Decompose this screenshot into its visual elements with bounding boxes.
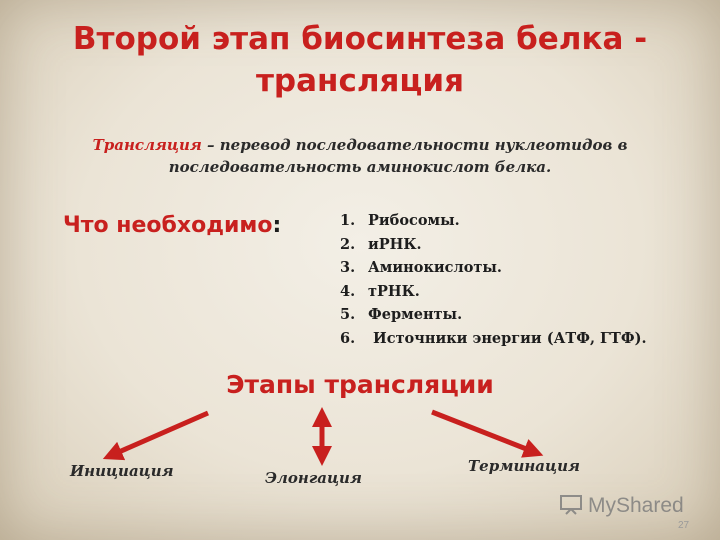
list-item-number: 1. [340,212,356,229]
list-item-number: 2. [340,235,356,253]
definition-term: Трансляция [92,136,202,154]
watermark-text: MyShared [588,494,684,517]
list-item-label: Рибосомы. [368,212,460,229]
arrow-to-initiation [112,413,208,455]
stage-initiation: Инициация [70,462,174,480]
page-number: 27 [678,520,690,531]
list-item-number: 3. [340,259,356,277]
list-item-label: тРНК. [368,282,420,300]
list-item-label: Аминокислоты. [368,259,502,277]
definition-text: – перевод последовательности нуклеотидов в последовательность аминокислот белка. [168,136,628,176]
list-item-label: Ферменты. [368,306,463,324]
list-item-number: 6. [340,329,356,347]
presentation-icon [560,495,582,515]
list-item-number: 5. [340,306,356,324]
stage-elongation: Элонгация [265,469,362,487]
watermark [560,494,684,518]
stage-termination: Терминация [468,457,580,475]
list-item-label: Источники энергии (АТФ, ГТФ). [368,329,647,347]
list-item-number: 4. [340,282,356,300]
list-item-label: иРНК. [368,235,422,253]
needed-heading-lead: Что необходимо [63,213,273,238]
needed-heading-colon: : [272,213,282,238]
arrow-to-termination [432,412,534,452]
title-line-2: трансляция [255,63,465,99]
stages-title: Этапы трансляции [226,370,494,399]
title-line-1: Второй этап биосинтеза белка - [72,21,648,57]
